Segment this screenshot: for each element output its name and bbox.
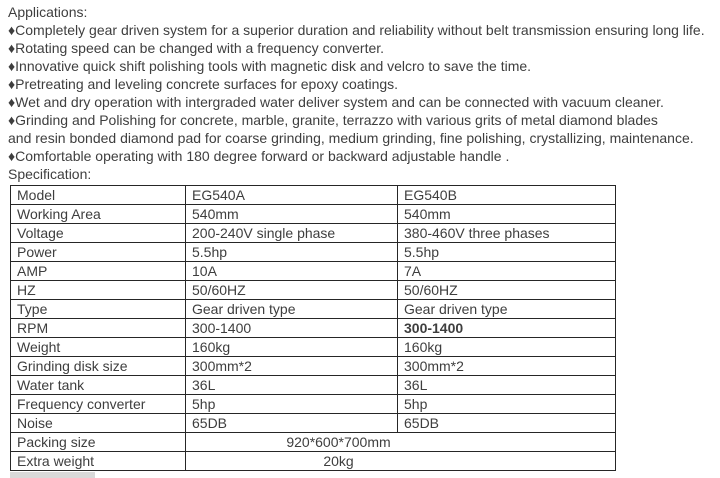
spec-label-cell: HZ <box>11 281 186 300</box>
applications-section <box>0 0 720 183</box>
spec-label-cell: Extra weight <box>11 452 186 471</box>
table-row-merged <box>11 433 616 452</box>
spec-label-cell: Model <box>11 186 186 205</box>
spec-label-cell: Power <box>11 243 186 262</box>
spec-value-a-cell: 10A <box>186 262 398 281</box>
spec-value-a-cell: 300-1400 <box>186 319 398 338</box>
table-row <box>11 300 616 319</box>
spec-value-a-cell: 5hp <box>186 395 398 414</box>
table-row <box>11 376 616 395</box>
table-row <box>11 319 616 338</box>
table-row <box>11 281 616 300</box>
spec-value-b-cell: 540mm <box>398 205 616 224</box>
spec-value-b-cell: 300mm*2 <box>398 357 616 376</box>
spec-label-cell: Noise <box>11 414 186 433</box>
applications-heading: Applications: <box>8 4 88 20</box>
spec-value-a-cell: 50/60HZ <box>186 281 398 300</box>
spec-label-cell: Working Area <box>11 205 186 224</box>
spec-merged-value-cell: 20kg <box>186 452 616 471</box>
application-line-continuation: and resin bonded diamond pad for coarse grinding, medium grinding, fine polishing, crystallizing, maintenance. <box>8 130 694 146</box>
spec-value-a-cell: 200-240V single phase <box>186 224 398 243</box>
spec-merged-value-cell: 920*600*700mm <box>186 433 616 452</box>
table-row-header <box>11 186 616 205</box>
spec-value-a-cell: EG540A <box>186 186 398 205</box>
table-row <box>11 395 616 414</box>
spec-label-cell: Water tank <box>11 376 186 395</box>
spec-value-a-cell: 5.5hp <box>186 243 398 262</box>
spec-value-a-cell: 540mm <box>186 205 398 224</box>
spec-table <box>10 185 616 471</box>
application-line: ♦Completely gear driven system for a superior duration and reliability without belt transmission ensuring long life. <box>8 22 705 38</box>
spec-value-a-cell: Gear driven type <box>186 300 398 319</box>
spec-label-cell: Frequency converter <box>11 395 186 414</box>
spec-value-a-cell: 300mm*2 <box>186 357 398 376</box>
spec-value-a-cell: 65DB <box>186 414 398 433</box>
spec-label-cell: Packing size <box>11 433 186 452</box>
spec-value-b-cell: 5.5hp <box>398 243 616 262</box>
spec-label-cell: Grinding disk size <box>11 357 186 376</box>
spec-label-cell: Type <box>11 300 186 319</box>
table-row <box>11 243 616 262</box>
application-line: ♦Grinding and Polishing for concrete, marble, granite, terrazzo with various grits of metal diamond blades <box>8 112 658 128</box>
spec-value-b-cell: 160kg <box>398 338 616 357</box>
table-row <box>11 357 616 376</box>
application-line: ♦Pretreating and leveling concrete surfaces for epoxy coatings. <box>8 76 399 92</box>
table-row <box>11 224 616 243</box>
spec-value-b-cell: 380-460V three phases <box>398 224 616 243</box>
application-line: ♦Comfortable operating with 180 degree forward or backward adjustable handle . <box>8 148 510 164</box>
spec-label-cell: RPM <box>11 319 186 338</box>
application-line: ♦Rotating speed can be changed with a frequency converter. <box>8 40 385 56</box>
cropped-content-fragment <box>10 472 95 478</box>
spec-value-b-cell: 300-1400 <box>398 319 616 338</box>
spec-value-b-cell: EG540B <box>398 186 616 205</box>
specification-heading: Specification: <box>8 166 92 182</box>
spec-value-b-cell: 36L <box>398 376 616 395</box>
spec-value-b-cell: 50/60HZ <box>398 281 616 300</box>
spec-value-a-cell: 160kg <box>186 338 398 357</box>
spec-value-b-cell: Gear driven type <box>398 300 616 319</box>
table-row <box>11 205 616 224</box>
spec-value-b-cell: 65DB <box>398 414 616 433</box>
spec-value-b-cell: 5hp <box>398 395 616 414</box>
application-line: ♦Wet and dry operation with intergraded water deliver system and can be connected with vacuum cleaner. <box>8 94 664 110</box>
table-row <box>11 338 616 357</box>
spec-label-cell: Weight <box>11 338 186 357</box>
spec-label-cell: Voltage <box>11 224 186 243</box>
table-row-merged <box>11 452 616 471</box>
table-row <box>11 262 616 281</box>
spec-label-cell: AMP <box>11 262 186 281</box>
spec-value-a-cell: 36L <box>186 376 398 395</box>
table-row <box>11 414 616 433</box>
application-line: ♦Innovative quick shift polishing tools with magnetic disk and velcro to save the time. <box>8 58 532 74</box>
spec-value-b-cell: 7A <box>398 262 616 281</box>
